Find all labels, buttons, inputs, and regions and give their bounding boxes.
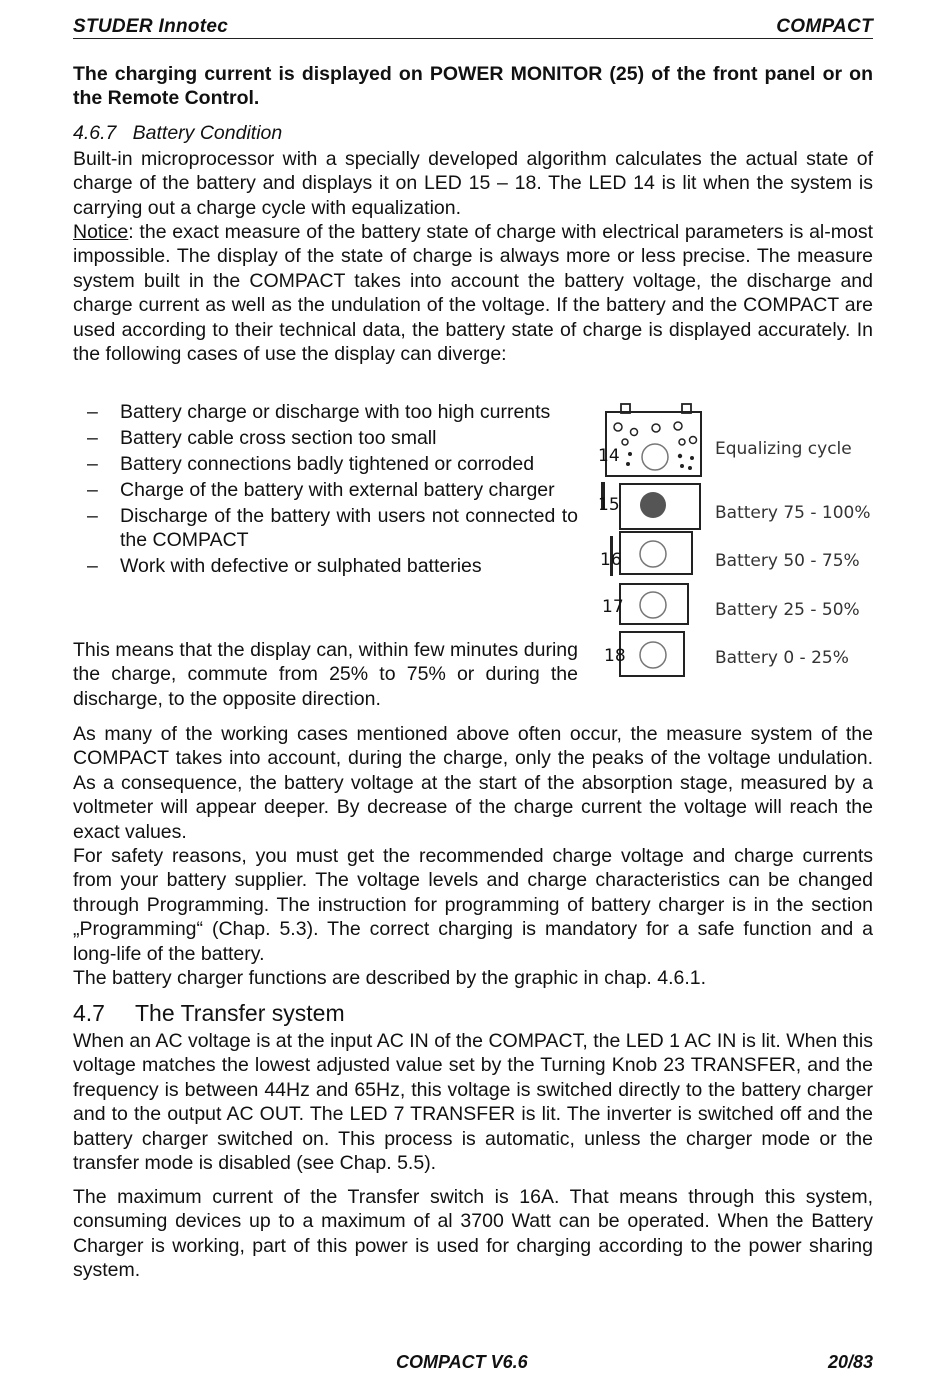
list-item <box>73 554 578 578</box>
led-17-off-icon <box>640 592 666 618</box>
led-16-number: 16 <box>600 550 622 570</box>
page-header <box>73 16 873 39</box>
led-14-number: 14 <box>598 446 620 466</box>
bubble-icon <box>631 429 638 436</box>
list-item-text: Battery charge or discharge with too high currents <box>120 401 551 423</box>
bubble-icon <box>614 423 622 431</box>
bubble-icon <box>622 439 628 445</box>
paragraph-notice <box>73 220 873 366</box>
paragraph-display-commute: This means that the display can, within few minutes during the charge, commute from 25% to 75% or during the discharge, to the opposite direction. <box>73 639 578 710</box>
bubble-icon <box>628 452 632 456</box>
led-15-group <box>598 482 871 529</box>
list-dash: – <box>87 452 98 475</box>
list-dash: – <box>87 426 98 449</box>
section-heading-transfer-system <box>73 1000 345 1027</box>
section-title: The Transfer system <box>135 1000 345 1026</box>
led-16-off-icon <box>640 541 666 567</box>
bubble-icon <box>679 439 685 445</box>
paragraph-measure-system: As many of the working cases mentioned above often occur, the measure system of the COMPACT takes into account, during the charge, only the peaks of the voltage undulation. As a consequence, the battery voltage at the start of the absorption stage, measured by a voltmeter will appear deeper. By decrease of the charge current the voltage will reach the exact values. <box>73 723 873 843</box>
list-item <box>73 452 578 476</box>
list-item <box>73 426 578 450</box>
battery-led-figure <box>598 402 883 682</box>
paragraph-charger-functions: The battery charger functions are described by the graphic in chap. 4.6.1. <box>73 967 707 989</box>
led-16-label: Battery 50 - 75% <box>715 551 860 571</box>
list-item-text: Battery connections badly tightened or corroded <box>120 452 535 475</box>
list-item-text: Battery cable cross section too small <box>120 426 437 449</box>
led-18-number: 18 <box>604 646 626 666</box>
bubble-icon <box>690 437 697 444</box>
led-15-label: Battery 75 - 100% <box>715 503 871 523</box>
led-14-label: Equalizing cycle <box>715 439 852 459</box>
led-14-group <box>598 404 852 476</box>
subsection-number: 4.6.7 <box>73 122 117 144</box>
bubble-icon <box>626 462 630 466</box>
list-dash: – <box>87 504 98 527</box>
list-dash: – <box>87 401 98 423</box>
bubble-icon <box>680 464 684 468</box>
notice-text: : the exact measure of the battery state of charge with electrical parameters is al-most impossible. The display of the state of charge is always more or less precise. The measure system built in the COMPACT takes into account the battery voltage, the discharge and charge current as well as the undulation of the voltage. If the battery and the COMPACT are used according to their technical data, the battery state of charge is displayed accurately. In the following cases of use the display can diverge: <box>73 221 873 366</box>
list-item <box>73 478 578 502</box>
footer-document-version: COMPACT V6.6 <box>396 1352 528 1372</box>
subsection-heading-battery-condition <box>73 122 873 145</box>
paragraph-safety: For safety reasons, you must get the recommended charge voltage and charge currents from your battery supplier. The voltage levels and charge characteristics can be changed through Programming. The instruction for programming of battery charger is in the section „Programming“ (Chap. 5.3). The correct charging is mandatory for a safe function and a long-life of the battery. <box>73 845 873 965</box>
header-company: STUDER Innotec <box>73 16 229 37</box>
document-page <box>73 0 873 1387</box>
notice-label: Notice <box>73 221 129 243</box>
divergence-case-list <box>73 400 578 580</box>
intro-bold-paragraph: The charging current is displayed on POWER MONITOR (25) of the front panel or on the Remote Control. <box>73 63 873 110</box>
list-item-text: Charge of the battery with external battery charger <box>120 478 555 501</box>
led-17-number: 17 <box>602 597 624 617</box>
bubble-icon <box>674 422 682 430</box>
led-16-group <box>600 532 860 576</box>
battery-level-box-icon <box>620 532 692 574</box>
section-number: 4.7 <box>73 1000 105 1026</box>
footer-page-number: 20/83 <box>827 1352 873 1372</box>
header-product: COMPACT <box>776 16 873 37</box>
led-18-off-icon <box>640 642 666 668</box>
paragraph-microprocessor: Built-in microprocessor with a specially developed algorithm calculates the actual state of charge of the battery and displays it on LED 15 – 18. The LED 14 is lit when the system is carrying out a charge cycle with equalization. <box>73 148 873 219</box>
paragraph-ac-input: When an AC voltage is at the input AC IN of the COMPACT, the LED 1 AC IN is lit. When this voltage matches the lowest adjusted value set by the Turning Knob 23 TRANSFER, and the frequency is between 44Hz and 65Hz, this voltage is switched directly to the battery charger and to the output AC OUT. The LED 7 TRANSFER is lit. The inverter is switched off and the battery charger switched on. This process is automatic, unless the charger mode or the transfer mode is disabled (see Chap. 5.5). <box>73 1030 873 1175</box>
subsection-title: Battery Condition <box>132 122 283 144</box>
bubble-icon <box>678 454 682 458</box>
bubble-icon <box>688 466 692 470</box>
battery-level-box-icon <box>620 632 684 676</box>
list-item <box>73 400 578 424</box>
list-dash: – <box>87 554 98 577</box>
bubble-icon <box>690 456 694 460</box>
list-item-text: Work with defective or sulphated batteries <box>120 554 482 577</box>
led-18-label: Battery 0 - 25% <box>715 648 849 668</box>
led-17-group <box>602 584 860 624</box>
led-14-off-icon <box>642 444 668 470</box>
led-15-on-icon <box>640 492 666 518</box>
led-18-group <box>604 632 849 676</box>
led-15-number: 15 <box>598 495 620 515</box>
list-item <box>73 504 578 553</box>
list-dash: – <box>87 478 98 501</box>
paragraph-max-current: The maximum current of the Transfer switch is 16A. That means through this system, consuming devices up to a maximum of al 3700 Watt can be operated. When the Battery Charger is working, part of this power is used for charging according to the power sharing system. <box>73 1186 873 1282</box>
led-17-label: Battery 25 - 50% <box>715 600 860 620</box>
bubble-icon <box>652 424 660 432</box>
list-item-text: Discharge of the battery with users not connected to the COMPACT <box>120 504 578 552</box>
